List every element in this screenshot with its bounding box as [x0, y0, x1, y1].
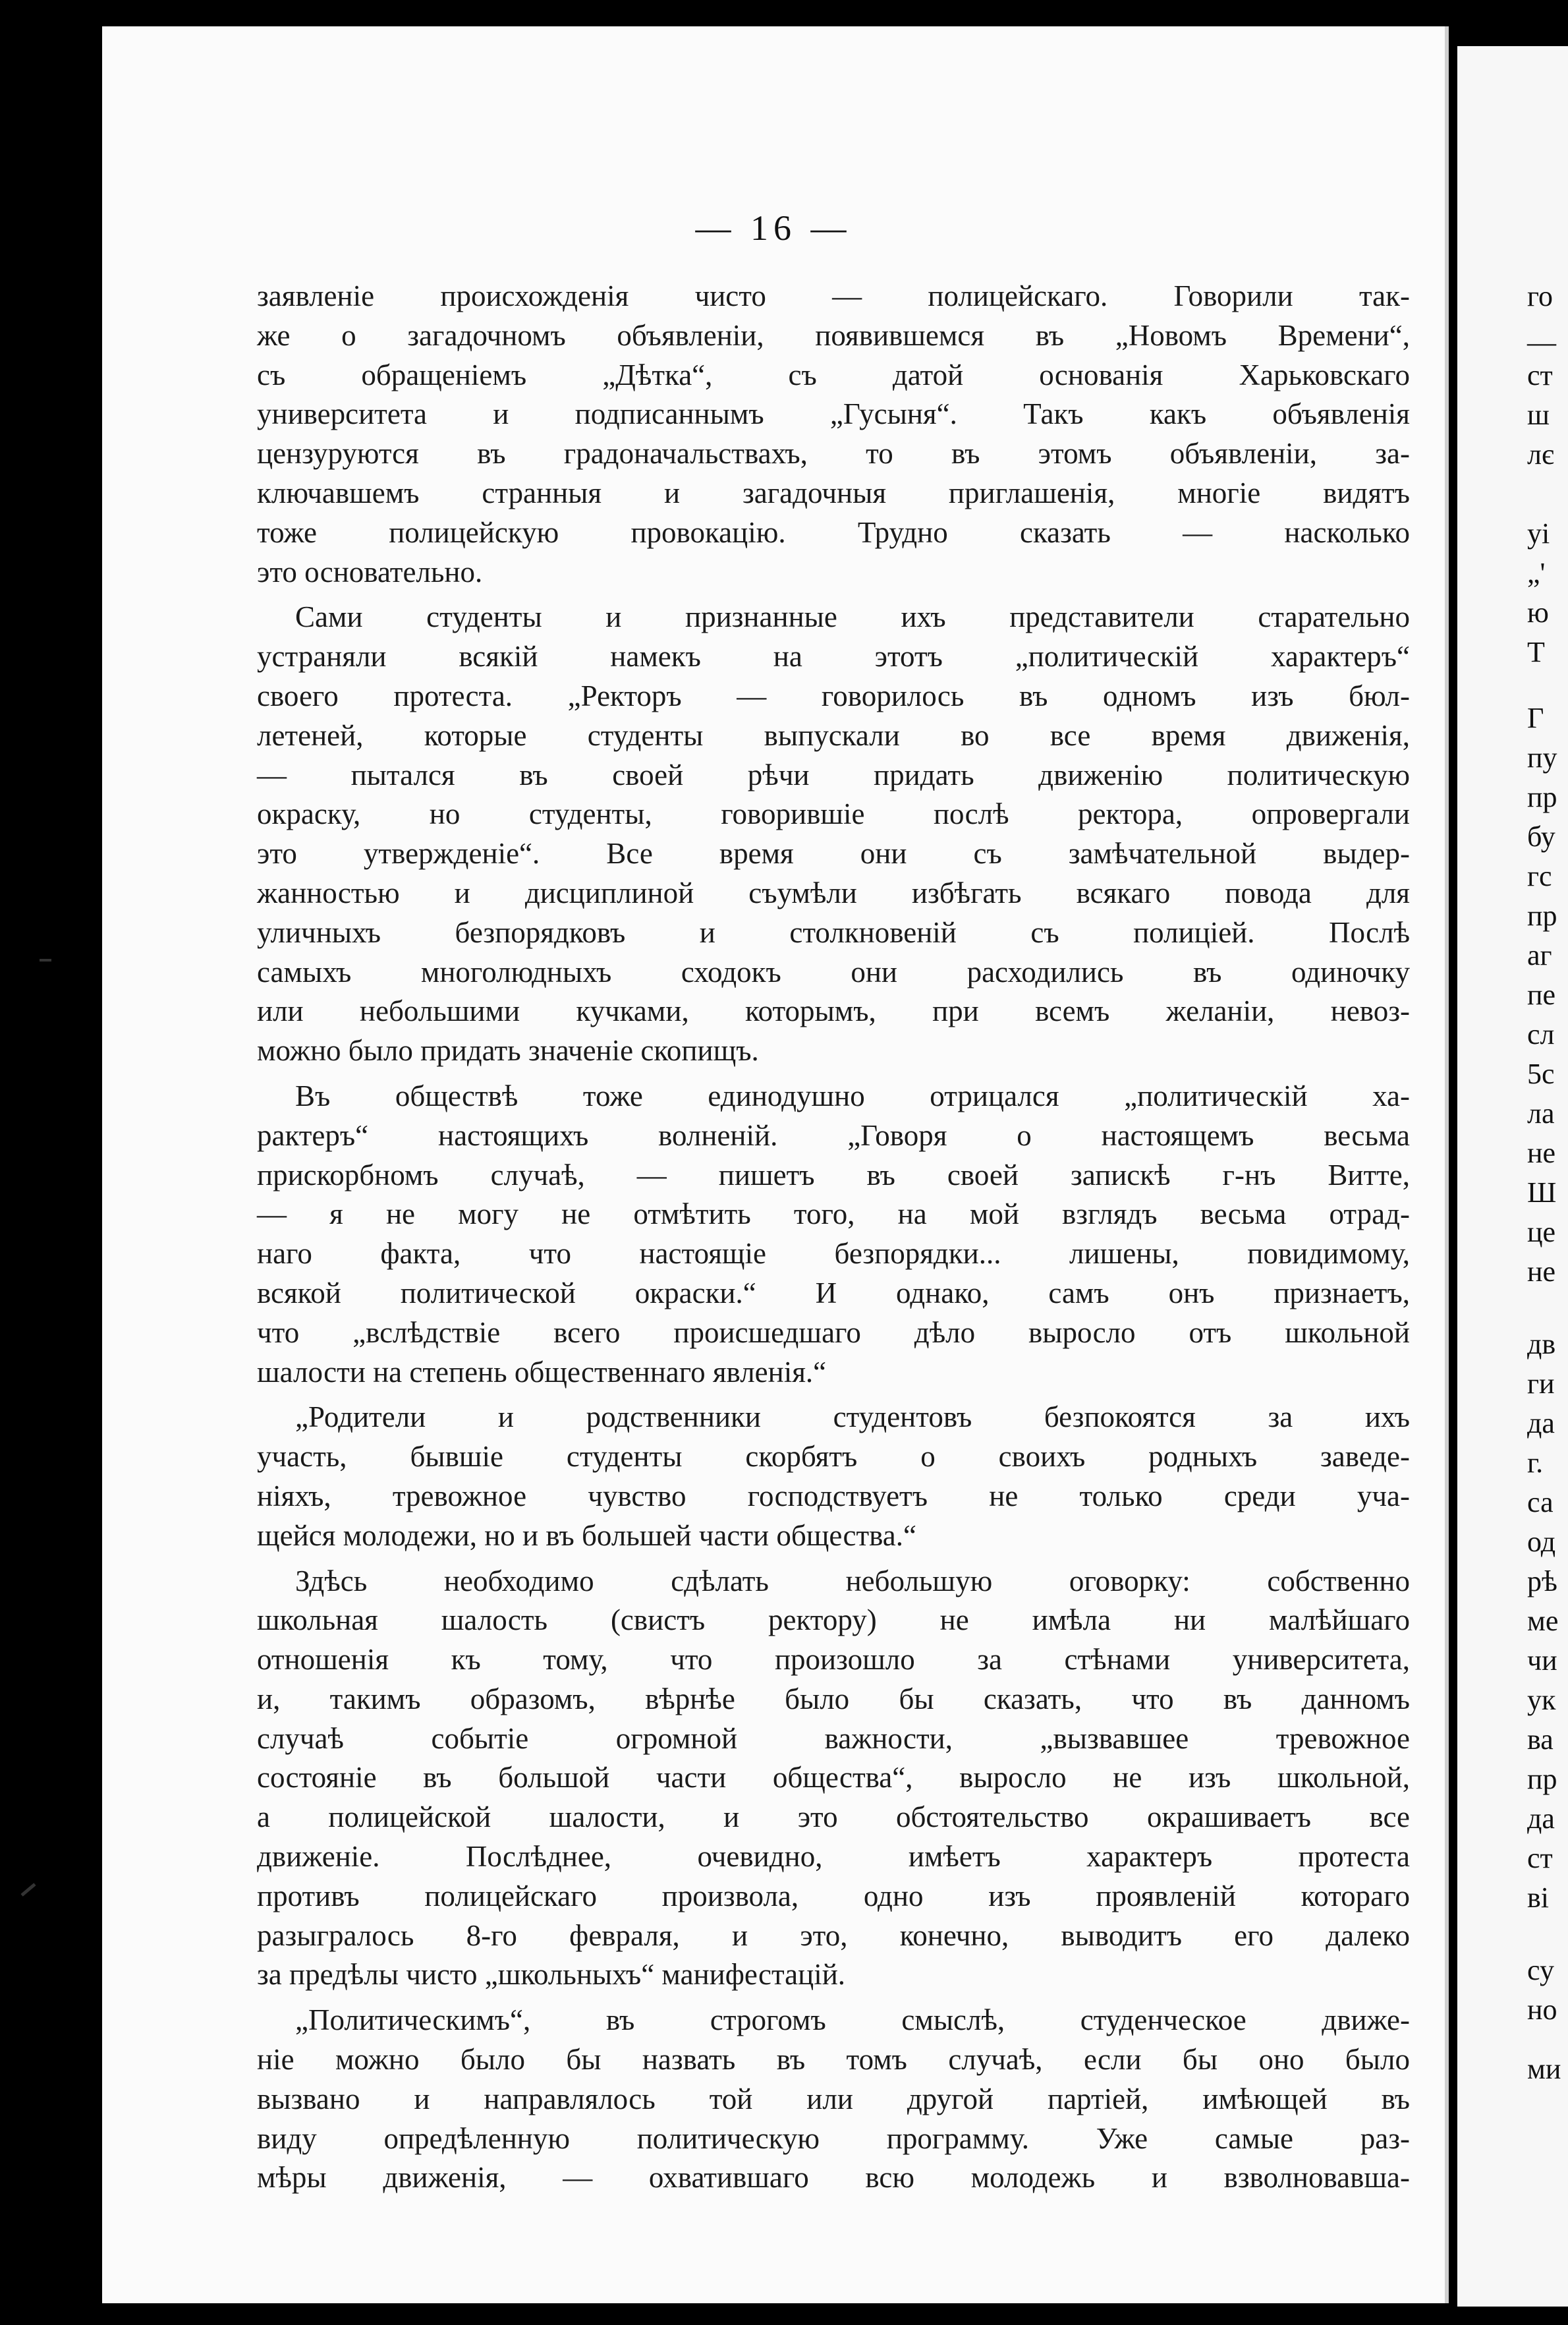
adjacent-page-fragment: — — [1527, 326, 1556, 359]
text-line: вызвано и направлялось той или другой партіей, имѣющей въ — [257, 2082, 1410, 2115]
adjacent-page-fragment: су — [1527, 1954, 1554, 1986]
text-line: ніе можно было бы назвать въ томъ случаѣ, если бы оно было — [257, 2043, 1410, 2077]
page-number: — 16 — — [695, 208, 852, 248]
adjacent-page-fragment: да — [1527, 1407, 1555, 1439]
adjacent-page-fragment: ст — [1527, 1842, 1553, 1874]
adjacent-page-fragment: рѣ — [1527, 1565, 1557, 1597]
paragraph-4 — [257, 1398, 1410, 1555]
adjacent-page-fragment: гс — [1527, 860, 1552, 892]
adjacent-page-fragment: пр — [1527, 781, 1557, 813]
adjacent-page-fragment: дв — [1527, 1328, 1556, 1360]
text-line: наго факта, что настоящіе безпорядки... лишены, повидимому, — [257, 1237, 1410, 1271]
adjacent-page-fragment: лє — [1527, 438, 1554, 471]
text-line: же о загадочномъ объявленіи, появившемся въ „Новомъ Времени“, — [257, 318, 1410, 352]
adjacent-page-fragment: чи — [1527, 1644, 1557, 1677]
text-line: прискорбномъ случаѣ, — пишетъ въ своей запискѣ г-нъ Витте, — [257, 1158, 1410, 1191]
adjacent-page-fragment: ш — [1527, 399, 1550, 431]
adjacent-page-fragment: не — [1527, 1137, 1556, 1169]
text-line: съ обращеніемъ „Дѣтка“, съ датой основанія Харьковскаго — [257, 358, 1410, 391]
text-line: мѣры движенія, — охватившаго всю молодежь и взволновавша- — [257, 2161, 1410, 2195]
text-line: отношенія къ тому, что произошло за стѣнами университета, — [257, 1643, 1410, 1677]
adjacent-page-fragment: 5с — [1527, 1058, 1555, 1090]
text-line: это утвержденіе“. Все время они съ замѣчательной выдер- — [257, 837, 1410, 871]
scan-speck — [40, 959, 51, 962]
paragraph-6 — [257, 2001, 1410, 2198]
page-body — [257, 277, 1410, 2204]
text-line: Въ обществѣ тоже единодушно отрицался „политическій ха- — [295, 1079, 1410, 1112]
text-line: движеніе. Послѣднее, очевидно, имѣетъ характеръ протеста — [257, 1840, 1410, 1874]
adjacent-page-fragment: ст — [1527, 359, 1553, 391]
text-line: всякой политической окраски.“ И однако, самъ онъ признаетъ, — [257, 1276, 1410, 1309]
adjacent-page-fragment: пр — [1527, 900, 1557, 932]
text-line: заявленіе происхожденія чисто — полицейскаго. Говорили так- — [257, 279, 1410, 312]
text-line: или небольшими кучками, которымъ, при всемъ желаніи, невоз- — [257, 994, 1410, 1028]
text-line: это основательно. — [257, 555, 483, 588]
adjacent-page-fragment: Ш — [1527, 1176, 1557, 1209]
adjacent-page-fragment: бу — [1527, 820, 1555, 853]
adjacent-page-fragment: сл — [1527, 1018, 1555, 1050]
text-line: виду опредѣленную политическую программу. Уже самые раз- — [257, 2121, 1410, 2155]
text-line: и, такимъ образомъ, вѣрнѣе было бы сказать, что въ данномъ — [257, 1682, 1410, 1715]
text-line: цензуруются въ градоначальствахъ, то въ этомъ объявленіи, за- — [257, 437, 1410, 471]
adjacent-page-fragment: ги — [1527, 1367, 1555, 1400]
text-line: университета и подписаннымъ „Гусыня“. Такъ какъ объявленія — [257, 397, 1410, 431]
text-line: рактеръ“ настоящихъ волненій. „Говоря о настоящемъ весьма — [257, 1118, 1410, 1152]
paragraph-3 — [257, 1077, 1410, 1392]
text-line: окраску, но студенты, говорившіе послѣ ректора, опровергали — [257, 797, 1410, 831]
adjacent-page-fragment: ук — [1527, 1684, 1556, 1716]
text-line: своего протеста. „Ректоръ — говорилось въ одномъ изъ бюл- — [257, 679, 1410, 712]
text-line: а полицейской шалости, и это обстоятельство окрашиваетъ все — [257, 1800, 1410, 1834]
text-line: противъ полицейскаго произвола, одно изъ проявленій котораго — [257, 1879, 1410, 1912]
adjacent-page-fragment: но — [1527, 1994, 1557, 2026]
adjacent-page-fragment: од — [1527, 1526, 1556, 1558]
text-line: состояніе въ большой части общества“, выросло не изъ школьной, — [257, 1761, 1410, 1794]
paragraph-5 — [257, 1562, 1410, 1995]
scan-speck — [20, 1883, 36, 1897]
text-line: — пытался въ своей рѣчи придать движенію политическую — [257, 758, 1410, 791]
adjacent-page-fragment: аг — [1527, 939, 1552, 971]
adjacent-page-fragment: ю — [1527, 596, 1549, 629]
adjacent-page-fragment: ва — [1527, 1723, 1554, 1756]
paragraph-1 — [257, 277, 1410, 592]
text-line: случаѣ событіе огромной важности, „вызвавшее тревожное — [257, 1721, 1410, 1755]
text-line: что „вслѣдствіе всего происшедшаго дѣло выросло отъ школьной — [257, 1315, 1410, 1349]
text-line: жанностью и дисциплиной съумѣли избѣгать всякаго повода для — [257, 876, 1410, 909]
adjacent-page-fragment: ми — [1527, 2053, 1561, 2085]
text-line: Здѣсь необходимо сдѣлать небольшую оговорку: собственно — [295, 1564, 1410, 1597]
text-line: школьная шалость (свистъ ректору) не имѣла ни малѣйшаго — [257, 1603, 1410, 1637]
adjacent-page-fragment: г. — [1527, 1447, 1544, 1479]
adjacent-page-fragment: „' — [1527, 557, 1546, 589]
text-line: щейся молодежи, но и въ большей части общества.“ — [257, 1518, 916, 1552]
text-line: шалости на степень общественнаго явленія.“ — [257, 1355, 827, 1389]
adjacent-page-fragment: Т — [1527, 636, 1545, 668]
adjacent-page-fragment: Г — [1527, 702, 1544, 734]
text-line: летеней, которые студенты выпускали во все время движенія, — [257, 718, 1410, 752]
text-line: можно было придать значеніе скопищъ. — [257, 1034, 759, 1068]
adjacent-page-fragment: го — [1527, 280, 1553, 312]
text-line: „Родители и родственники студентовъ безпокоятся за ихъ — [295, 1400, 1410, 1434]
adjacent-page-fragment: да — [1527, 1802, 1555, 1835]
adjacent-page-fragment: ла — [1527, 1097, 1555, 1130]
adjacent-page-fragment: са — [1527, 1486, 1554, 1518]
text-line: самыхъ многолюдныхъ сходокъ они расходились въ одиночку — [257, 955, 1410, 989]
text-line: устраняли всякій намекъ на этотъ „политическій характеръ“ — [257, 640, 1410, 674]
text-line: — я не могу не отмѣтить того, на мой взглядъ весьма отрад- — [257, 1197, 1410, 1231]
adjacent-page-fragment: пу — [1527, 741, 1557, 774]
adjacent-page-fragment: не — [1527, 1255, 1556, 1288]
text-line: тоже полицейскую провокацію. Трудно сказать — насколько — [257, 515, 1410, 549]
text-line: участь, бывшіе студенты скорбятъ о своихъ родныхъ заведе- — [257, 1440, 1410, 1474]
adjacent-page-fragment: пе — [1527, 979, 1556, 1011]
paragraph-2 — [257, 598, 1410, 1071]
text-line: Сами студенты и признанные ихъ представители старательно — [295, 600, 1410, 634]
text-line: ніяхъ, тревожное чувство господствуетъ не только среди уча- — [257, 1479, 1410, 1512]
text-line: уличныхъ безпорядковъ и столкновеній съ полиціей. Послѣ — [257, 915, 1410, 949]
text-line: за предѣлы чисто „школьныхъ“ манифестацій. — [257, 1958, 846, 1992]
adjacent-page-fragment: пр — [1527, 1763, 1557, 1795]
text-line: разыгралось 8-го февраля, и это, конечно, выводитъ его далеко — [257, 1918, 1410, 1952]
adjacent-page-fragment: ме — [1527, 1605, 1559, 1637]
adjacent-page-fragment: це — [1527, 1216, 1556, 1248]
text-line: ключавшемъ странныя и загадочныя приглашенія, многіе видятъ — [257, 476, 1410, 509]
text-line: „Политическимъ“, въ строгомъ смыслѣ, студенческое движе- — [295, 2003, 1410, 2037]
adjacent-page-fragment: уі — [1527, 517, 1550, 550]
adjacent-page-fragment: ві — [1527, 1881, 1549, 1914]
